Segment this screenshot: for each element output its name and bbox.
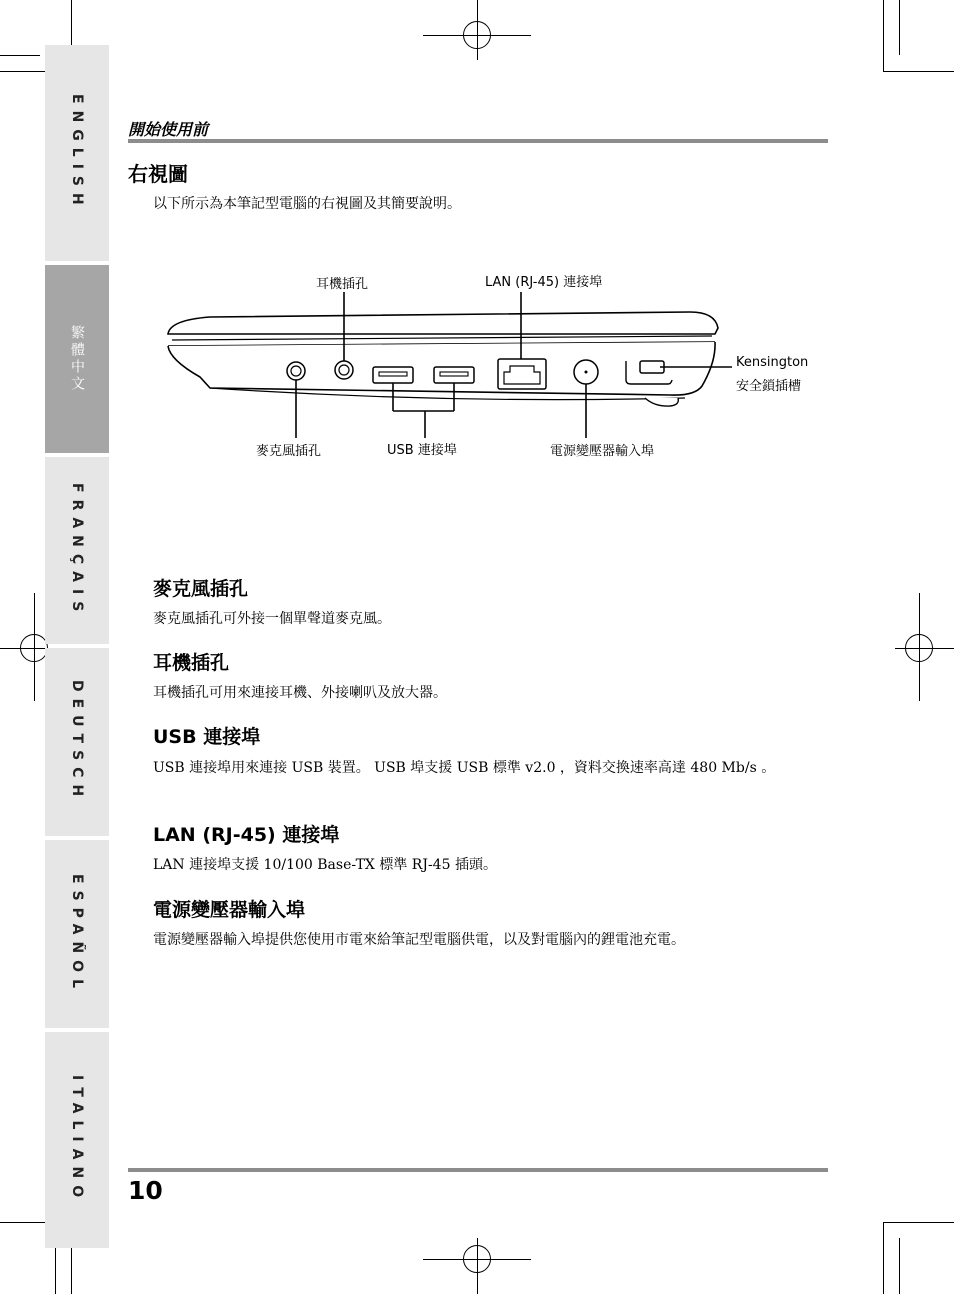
label-kensington-line2: 安全鎖插槽 [736,379,802,394]
header-rule [128,139,828,143]
item-text-lan: LAN 連接埠支援 10/100 Base-TX 標準 RJ-45 插頭。 [153,857,497,873]
item-heading-lan: LAN (RJ-45) 連接埠 [153,824,340,846]
label-power-jack: 電源變壓器輸入埠 [550,444,655,459]
tab-label: FRANÇAIS [69,482,85,619]
item-text-mic: 麥克風插孔可外接一個單聲道麥克風。 [153,611,391,627]
section-intro: 以下所示為本筆記型電腦的右視圖及其簡要說明。 [153,196,461,212]
tab-espanol[interactable] [45,840,109,1028]
tab-traditional-chinese[interactable] [45,265,109,453]
tab-english[interactable] [45,45,109,261]
section-title: 右視圖 [128,162,188,186]
tab-label: 繁體中文 [69,325,85,393]
item-heading-power: 電源變壓器輸入埠 [153,899,306,921]
footer-rule [128,1168,828,1172]
chapter-title: 開始使用前 [128,120,209,139]
item-heading-usb: USB 連接埠 [153,726,261,748]
item-heading-headphone: 耳機插孔 [153,652,230,674]
item-text-headphone: 耳機插孔可用來連接耳機、外接喇叭及放大器。 [153,685,447,701]
label-usb-port: USB 連接埠 [387,443,457,458]
label-kensington-line1: Kensington [736,355,809,370]
label-headphone-jack: 耳機插孔 [316,277,369,292]
label-mic-jack: 麥克風插孔 [256,444,322,459]
tab-francais[interactable] [45,457,109,644]
label-lan-port: LAN (RJ-45) 連接埠 [485,275,603,290]
tab-label: DEUTSCH [69,680,85,804]
tab-label: ENGLISH [69,94,85,212]
item-text-usb: USB 連接埠用來連接 USB 裝置。 USB 埠支援 USB 標準 v2.0 ，資料交換速率高達 480 Mb/s 。 [153,760,776,776]
tab-label: ESPAÑOL [69,873,85,995]
right-side-diagram [150,262,840,472]
item-heading-mic: 麥克風插孔 [153,578,249,600]
page-number: 10 [128,1176,163,1205]
item-text-power: 電源變壓器輸入埠提供您使用市電來給筆記型電腦供電，以及對電腦內的鋰電池充電。 [153,932,685,948]
tab-label: ITALIANO [69,1075,85,1205]
tab-italiano[interactable] [45,1032,109,1248]
tab-deutsch[interactable] [45,648,109,836]
